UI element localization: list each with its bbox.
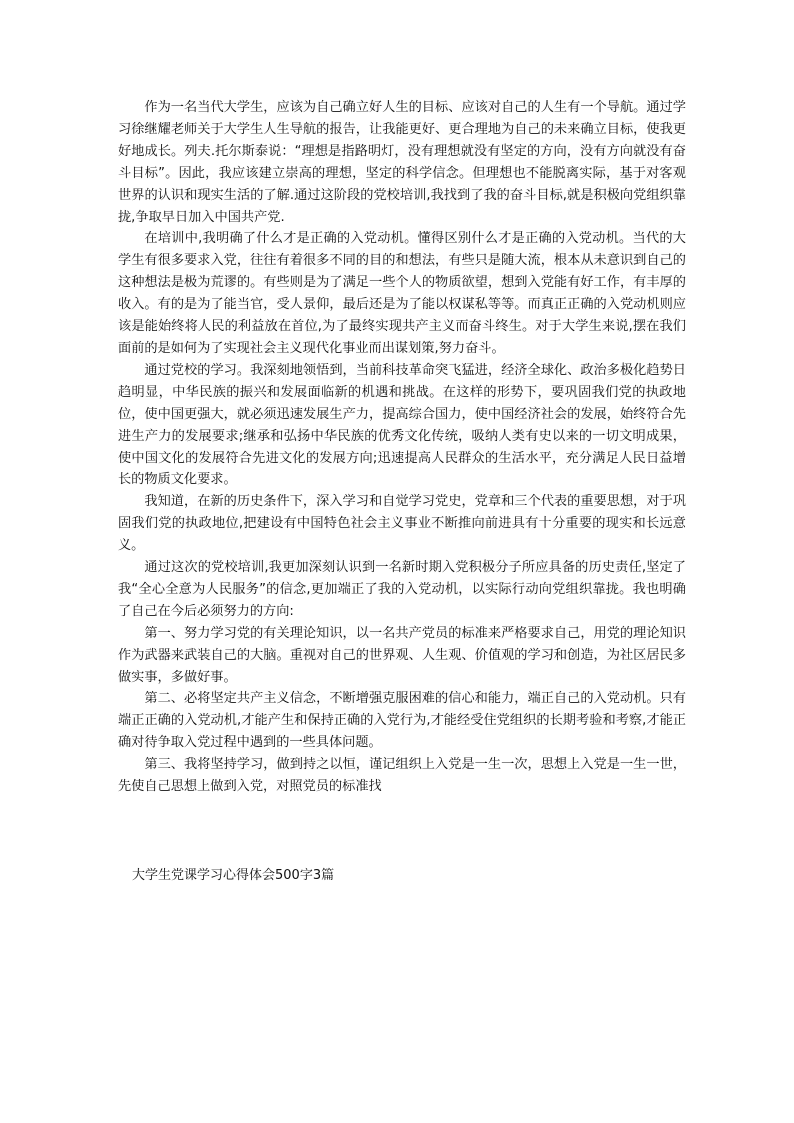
footer-title: 大学生党课学习心得体会500字3篇 bbox=[132, 868, 335, 883]
paragraph-1: 作为一名当代大学生，应该为自己确立好人生的目标、应该对自己的人生有一个导航。通过学习徐继耀老师关于大学生人生导航的报告，让我能更好、更合理地为自己的未来确立目标，使我更好地成长。列夫.托尔斯泰说：“理想是指路明灯，没有理想就没有坚定的方向，没有方向就没有奋斗目标”。因此，我应该建立崇高的理想，坚定的科学信念。但理想也不能脱离实际，基于对客观世界的认识和现实生活的了解.通过这阶段的党校培训,我找到了我的奋斗目标,就是积极向党组织靠拢,争取早日加入中国共产党. bbox=[118, 100, 686, 225]
paragraph-6: 第一、努力学习党的有关理论知识，以一名共产党员的标准来严格要求自己，用党的理论知识作为武器来武装自己的大脑。重视对自己的世界观、人生观、价值观的学习和创造，为社区居民多做实事，多做好事。 bbox=[118, 625, 686, 685]
paragraph-3: 通过党校的学习。我深刻地领悟到，当前科技革命突飞猛进，经济全球化、政治多极化趋势日趋明显，中华民族的振兴和发展面临新的机遇和挑战。在这样的形势下，要巩固我们党的执政地位，使中国更强大，就必须迅速发展生产力，提高综合国力，使中国经济社会的发展，始终符合先进生产力的发展要求;继承和弘扬中华民族的优秀文化传统，吸纳人类有史以来的一切文明成果，使中国文化的发展符合先进文化的发展方向;迅速提高人民群众的生活水平，充分满足人民日益增长的物质文化要求。 bbox=[118, 362, 686, 488]
paragraph-7: 第二、必将坚定共产主义信念，不断增强克服困难的信心和能力，端正自己的入党动机。只有端正正确的入党动机,才能产生和保持正确的入党行为,才能经受住党组织的长期考验和考察,才能正确对待争取入党过程中遇到的一些具体问题。 bbox=[118, 691, 686, 751]
paragraph-8: 第三、我将坚持学习，做到持之以恒，谨记组织上入党是一生一次，思想上入党是一生一世，先使自己思想上做到入党，对照党员的标准找 bbox=[118, 757, 686, 795]
paragraph-5: 通过这次的党校培训,我更加深刻认识到一名新时期入党积极分子所应具备的历史责任,坚定了我“全心全意为人民服务”的信念,更加端正了我的入党动机，以实际行动向党组织靠拢。我也明确了自己在今后必须努力的方向: bbox=[118, 560, 686, 619]
document-body bbox=[118, 97, 686, 798]
paragraph-4: 我知道，在新的历史条件下，深入学习和自觉学习党史，党章和三个代表的重要思想，对于巩固我们党的执政地位,把建设有中国特色社会主义事业不断推向前进具有十分重要的现实和长远意义。 bbox=[118, 494, 686, 554]
paragraph-2: 在培训中,我明确了什么才是正确的入党动机。懂得区别什么才是正确的入党动机。当代的大学生有很多要求入党，往往有着很多不同的目的和想法，有些只是随大流，根本从未意识到自己的这种想法是极为荒谬的。有些则是为了满足一些个人的物质欲望，想到入党能有好工作，有丰厚的收入。有的是为了能当官，受人景仰，最后还是为了能以权谋私等等。而真正正确的入党动机则应该是能始终将人民的利益放在首位,为了最终实现共产主义而奋斗终生。对于大学生来说,摆在我们面前的是如何为了实现社会主义现代化事业而出谋划策,努力奋斗。 bbox=[118, 231, 686, 356]
